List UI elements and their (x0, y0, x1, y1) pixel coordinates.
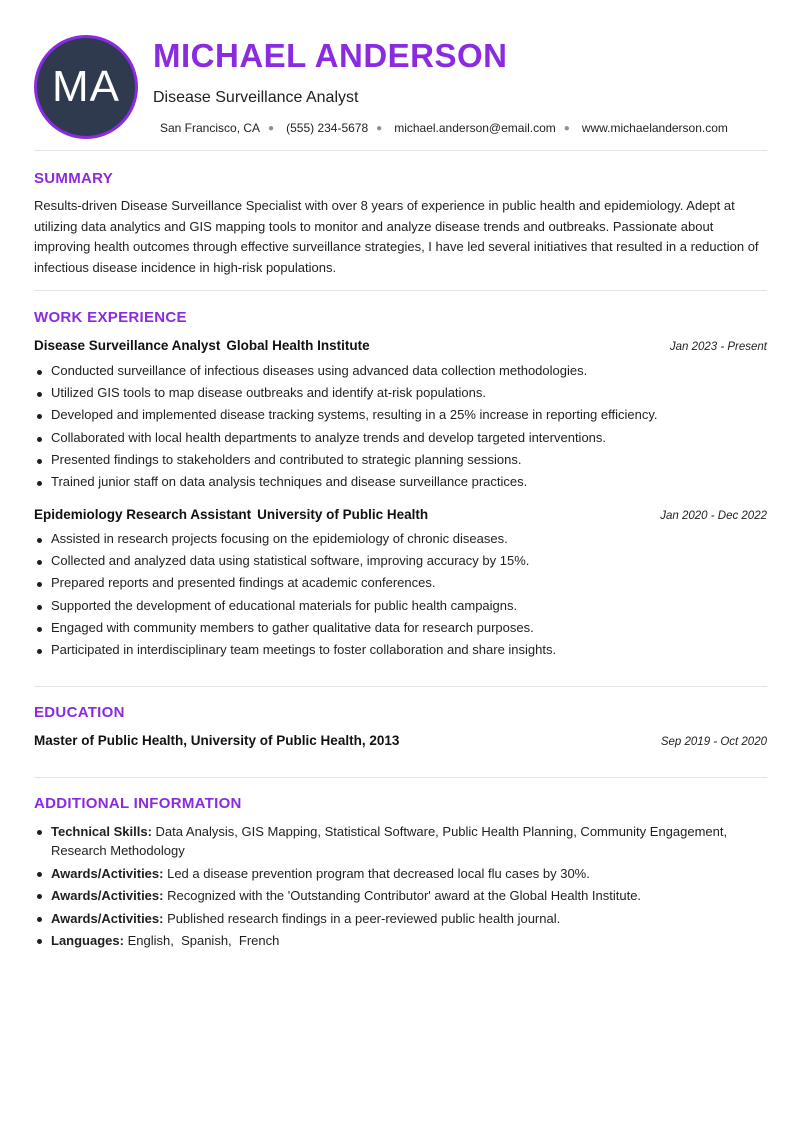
list-item: Engaged with community members to gather qualitative data for research purposes. (34, 619, 767, 641)
separator-dot-icon: ● (376, 122, 383, 134)
item-text: English, Spanish, French (127, 933, 280, 948)
job-role-title: Epidemiology Research Assistant (34, 507, 252, 522)
list-item: Participated in interdisciplinary team meetings to foster collaboration and share insights. (34, 641, 767, 663)
item-label: Awards/Activities: (51, 865, 164, 881)
list-item: Prepared reports and presented findings at academic conferences. (34, 574, 767, 596)
list-item (34, 822, 754, 860)
contact-location: San Francisco, CA (160, 121, 261, 135)
job-header (34, 338, 767, 353)
contact-website[interactable]: www.michaelanderson.com (581, 121, 728, 135)
job-role (34, 338, 370, 353)
item-text: Recognized with the 'Outstanding Contributor' award at the Global Health Institute. (167, 888, 642, 903)
job-title: Disease Surveillance Analyst (153, 89, 359, 106)
list-item: Collected and analyzed data using statistical software, improving accuracy by 15%. (34, 552, 767, 574)
list-item (34, 864, 754, 883)
list-item: Trained junior staff on data analysis techniques and disease surveillance practices. (34, 473, 767, 495)
item-label: Awards/Activities: (51, 910, 164, 926)
contact-phone: (555) 234-5678 (286, 121, 369, 135)
section-divider (34, 290, 767, 291)
experience-heading: WORK EXPERIENCE (34, 309, 187, 326)
section-divider (34, 777, 767, 778)
item-label: Awards/Activities: (51, 888, 164, 903)
item-label: Languages: (51, 933, 124, 948)
item-text: Published research findings in a peer-reviewed public health journal. (167, 910, 561, 926)
job-header (34, 507, 767, 522)
job-organization: University of Public Health (257, 507, 429, 522)
item-text: Data Analysis, GIS Mapping, Statistical Software, Public Health Planning, Community Engagement, Research Methodology (51, 824, 728, 858)
item-text: Led a disease prevention program that decreased local flu cases by 30%. (167, 865, 590, 881)
contact-email[interactable]: michael.anderson@email.com (394, 121, 556, 135)
education-heading: EDUCATION (34, 704, 125, 721)
list-item: Assisted in research projects focusing on the epidemiology of chronic diseases. (34, 530, 767, 552)
list-item: Presented findings to stakeholders and contributed to strategic planning sessions. (34, 451, 767, 473)
avatar-initials: MA (52, 62, 120, 111)
item-label: Technical Skills: (51, 824, 152, 839)
list-item (34, 886, 754, 905)
job-role-title: Disease Surveillance Analyst (34, 338, 221, 353)
summary-heading: SUMMARY (34, 170, 114, 187)
education-degree: Master of Public Health, University of Public Health, 2013 (34, 733, 400, 748)
section-divider (34, 150, 767, 151)
list-item (34, 909, 754, 928)
additional-heading: ADDITIONAL INFORMATION (34, 795, 242, 812)
job-date: Jan 2020 - Dec 2022 (660, 510, 767, 522)
education-date: Sep 2019 - Oct 2020 (660, 736, 767, 748)
job-bullet-list (34, 530, 767, 663)
job-role (34, 507, 428, 522)
contact-line (160, 121, 728, 135)
job-organization: Global Health Institute (226, 338, 370, 353)
list-item: Collaborated with local health departments to analyze trends and develop targeted interventions. (34, 429, 767, 451)
job-date: Jan 2023 - Present (669, 341, 767, 353)
list-item: Developed and implemented disease tracking systems, resulting in a 25% increase in reporting efficiency. (34, 406, 767, 428)
avatar (34, 35, 138, 139)
list-item (34, 931, 754, 950)
additional-list (34, 822, 754, 954)
education-row (34, 733, 767, 748)
list-item: Conducted surveillance of infectious diseases using advanced data collection methodologies. (34, 362, 767, 384)
job-bullet-list (34, 362, 767, 495)
summary-text: Results-driven Disease Surveillance Specialist with over 8 years of experience in public health and epidemiology. Adept at utilizing data analytics and GIS mapping tools to monitor and analyze disease trends and outbreaks. Passionate about improving health outcomes through effective surveillance strategies, I have led several initiatives that resulted in a reduction of infectious disease incidence in high-risk populations. (34, 198, 759, 275)
separator-dot-icon: ● (268, 122, 275, 134)
section-divider (34, 686, 767, 687)
list-item: Supported the development of educational materials for public health campaigns. (34, 597, 767, 619)
separator-dot-icon: ● (563, 122, 570, 134)
candidate-name: MICHAEL ANDERSON (153, 37, 508, 74)
list-item: Utilized GIS tools to map disease outbreaks and identify at-risk populations. (34, 384, 767, 406)
